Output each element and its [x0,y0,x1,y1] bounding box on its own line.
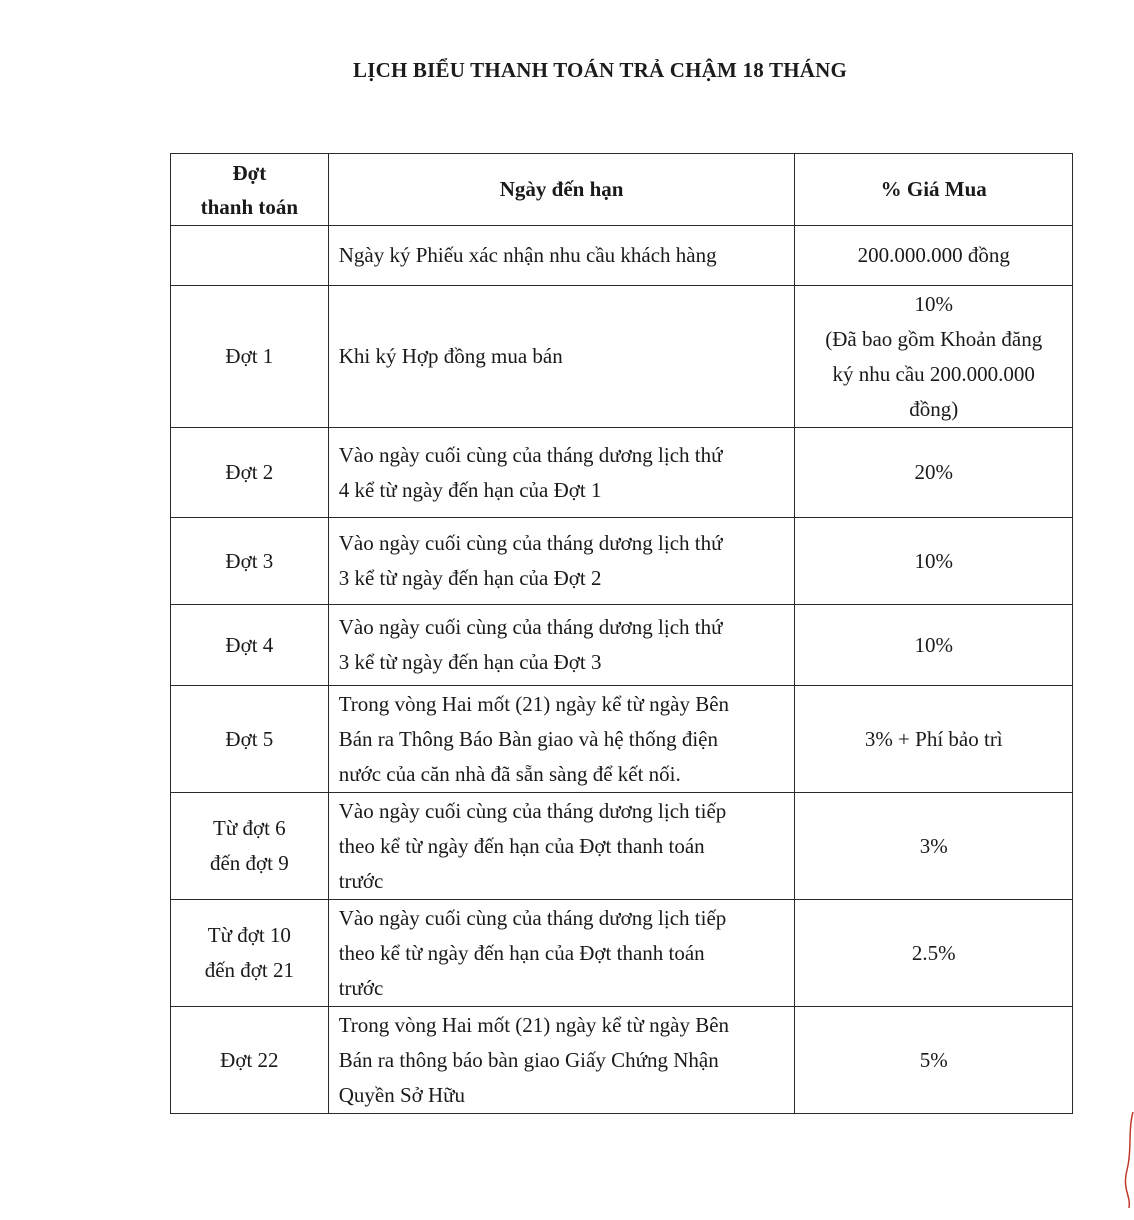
cell-installment: Đợt 22 [171,1007,329,1114]
cell-due-date: Trong vòng Hai mốt (21) ngày kể từ ngày Bên Bán ra thông báo bàn giao Giấy Chứng Nhận Quyền Sở Hữu [328,1007,795,1114]
cell-installment: Đợt 4 [171,605,329,686]
table-row [171,1007,1073,1114]
header-installment: Đợt thanh toán [171,154,329,226]
cell-installment: Đợt 1 [171,286,329,428]
cell-percent: 2.5% [795,900,1073,1007]
cell-installment [171,226,329,286]
table-row [171,605,1073,686]
cell-due-date: Vào ngày cuối cùng của tháng dương lịch thứ 3 kể từ ngày đến hạn của Đợt 3 [328,605,795,686]
cell-percent: 10% [795,518,1073,605]
cell-percent: 3% + Phí bảo trì [795,686,1073,793]
payment-schedule-table [170,153,1073,1114]
cell-percent: 3% [795,793,1073,900]
header-percent: % Giá Mua [795,154,1073,226]
cell-percent: 5% [795,1007,1073,1114]
cell-due-date: Vào ngày cuối cùng của tháng dương lịch tiếp theo kể từ ngày đến hạn của Đợt thanh toán trước [328,900,795,1007]
table-row [171,226,1073,286]
cell-installment: Đợt 5 [171,686,329,793]
scan-edge-mark [1124,1110,1134,1210]
cell-installment: Từ đợt 10 đến đợt 21 [171,900,329,1007]
cell-percent: 200.000.000 đồng [795,226,1073,286]
table-row [171,518,1073,605]
table-row [171,428,1073,518]
table-row [171,686,1073,793]
header-due-date: Ngày đến hạn [328,154,795,226]
table-row [171,793,1073,900]
table-header-row [171,154,1073,226]
table-row [171,900,1073,1007]
cell-percent: 10% (Đã bao gồm Khoản đăng ký nhu cầu 200.000.000 đồng) [795,286,1073,428]
cell-installment: Đợt 2 [171,428,329,518]
cell-installment: Đợt 3 [171,518,329,605]
cell-installment: Từ đợt 6 đến đợt 9 [171,793,329,900]
document-title: LỊCH BIỂU THANH TOÁN TRẢ CHẬM 18 THÁNG [353,58,847,82]
cell-percent: 20% [795,428,1073,518]
cell-due-date: Trong vòng Hai mốt (21) ngày kể từ ngày Bên Bán ra Thông Báo Bàn giao và hệ thống điện nước của căn nhà đã sẵn sàng để kết nối. [328,686,795,793]
cell-due-date: Vào ngày cuối cùng của tháng dương lịch tiếp theo kể từ ngày đến hạn của Đợt thanh toán trước [328,793,795,900]
cell-percent: 10% [795,605,1073,686]
table-row [171,286,1073,428]
cell-due-date: Khi ký Hợp đồng mua bán [328,286,795,428]
cell-due-date: Ngày ký Phiếu xác nhận nhu cầu khách hàng [328,226,795,286]
cell-due-date: Vào ngày cuối cùng của tháng dương lịch thứ 4 kể từ ngày đến hạn của Đợt 1 [328,428,795,518]
cell-due-date: Vào ngày cuối cùng của tháng dương lịch thứ 3 kể từ ngày đến hạn của Đợt 2 [328,518,795,605]
